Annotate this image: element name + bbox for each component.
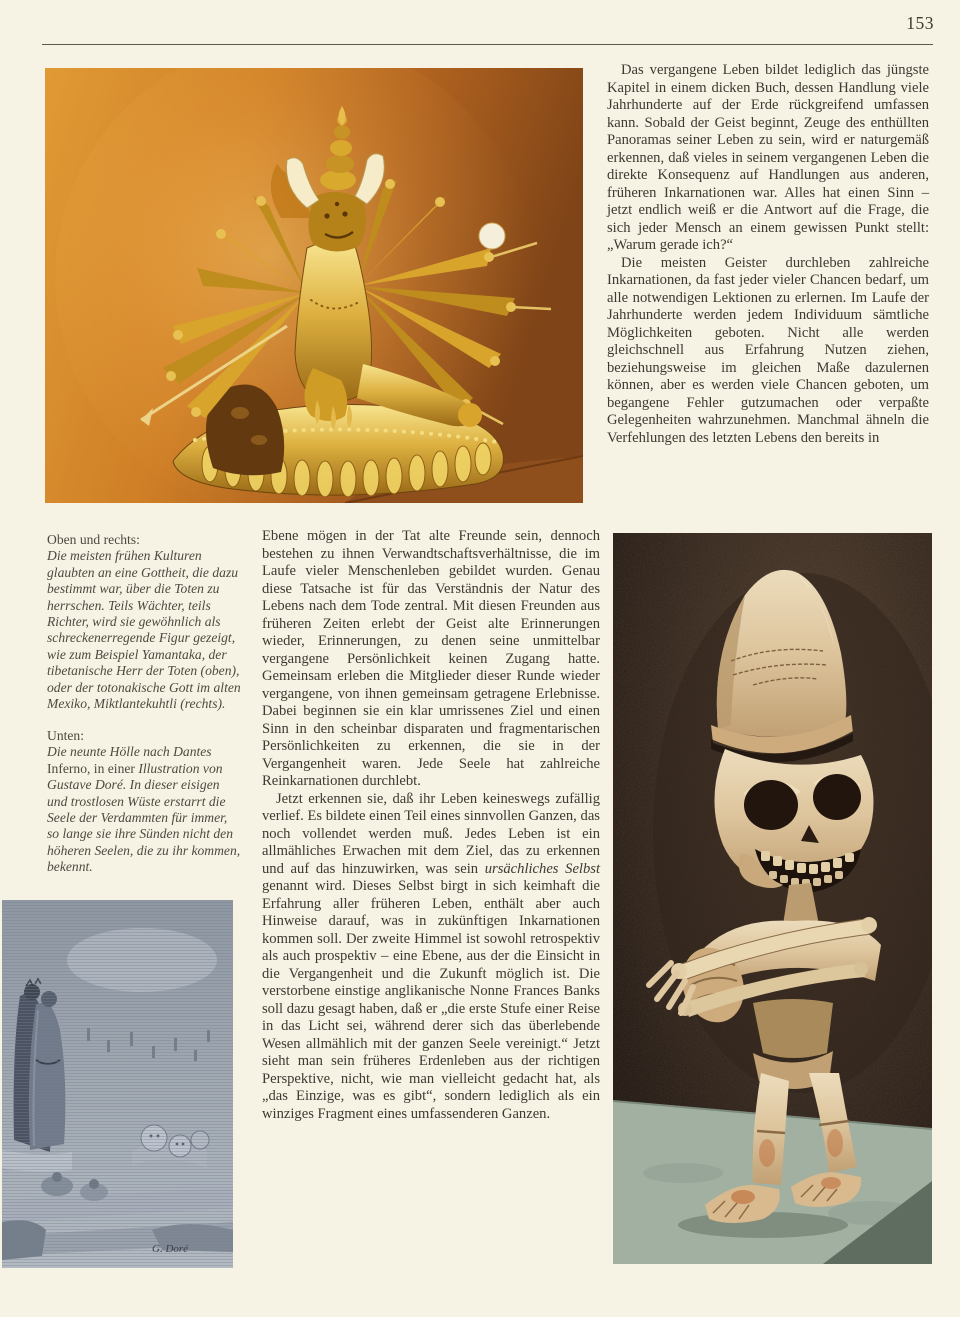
text-column-middle bbox=[262, 528, 600, 1123]
yamantaka-statue-illustration bbox=[45, 68, 583, 503]
caption-text bbox=[47, 744, 241, 875]
emphasized-term: ursächliches Selbst bbox=[484, 860, 601, 877]
caption-book-title: Inferno, in einer bbox=[47, 760, 139, 776]
mictlantecuhtli-illustration bbox=[613, 533, 932, 1264]
text-column-right bbox=[607, 62, 929, 447]
paragraph: Ebene mögen in der Tat alte Freunde sein, dennoch bestehen zu ihnen Verwandtschaftsverhältnisse, die im Laufe vieler Menschenleben gebildet wurden. Genau diese Tatsache ist für das Verständnis der Natur des Lebens nach dem Tode zentral. Mit diesen Freunden aus früheren Zeiten erlebt der Geist alte Erinnerungen wieder, Erinnerungen, zu denen seine unmittelbar vergangene Persönlichkeit keinen Zugang hatte. Gemeinsam erleben die Mitglieder dieser Runde wieder vergangene, von ihnen gemeinsam getragene Erlebnisse. Dabei beginnen sie ein klar umrissenes Ziel und einen Sinn in den scheinbar disparaten und fragmentarischen Persönlichkeiten zu erkennen, die sie in der Vergangenheit waren. Jede Seele hat zahlreiche Reinkarnationen durchlebt. bbox=[262, 528, 600, 789]
paragraph bbox=[262, 791, 600, 1124]
mictlantecuhtli-photo bbox=[613, 533, 932, 1264]
caption-top bbox=[47, 532, 241, 712]
orb bbox=[479, 223, 505, 249]
paragraph-text: Jetzt erkennen sie, daß ihr Leben keineswegs zufällig verlief. Es bildete einen Teil eines sinnvollen Ganzen, das noch vollendet werden muß. Jedes Leben ist ein allmähliches Erwachen mit dem Ziel, das zu erkennen und auf das hinzuwirken, was sein bbox=[262, 790, 600, 877]
caption-segment: Illustration von Gustave Doré. In dieser eisigen und trostlosen Wüste erstarrt die Seele der Verdammten für immer, so lange sie ihre Sünden nicht den höheren Seelen, die zu ihr kommen, bekennt. bbox=[47, 760, 241, 875]
caption-segment: Die neunte Hölle nach Dantes bbox=[47, 744, 212, 760]
page-number: 153 bbox=[906, 13, 934, 33]
dore-engraving-illustration bbox=[2, 900, 233, 1268]
header-rule bbox=[42, 44, 933, 45]
paragraph: Das vergangene Leben bildet lediglich das jüngste Kapitel in einem dicken Buch, dessen Handlung viele Jahrhunderte auf der Erde rückgreifend umfassen kann. Sobald der Geist beginnt, Zeuge des enthüllten Panoramas seiner Leben zu sein, wird er naturgemäß erkennen, daß vieles in seinem vergangenen Leben die direkte Konsequenz auf Handlungen aus anderen, früheren Inkarnationen war. Alles hat einen Sinn – jetzt endlich weiß er die Antwort auf die Frage, die sich jeder Mensch an einem gewissen Punkt stellt: „Warum gerade ich?“ bbox=[607, 62, 929, 253]
artist-signature: G. Doré bbox=[152, 1243, 189, 1255]
caption-label: Oben und rechts: bbox=[47, 532, 140, 547]
yamantaka-photo bbox=[45, 68, 583, 503]
caption-text: Die meisten frühen Kulturen glaubten an eine Gottheit, die dazu bestimmt war, über die Toten zu herrschen. Teils Wächter, teils Richter, wird sie gewöhnlich als schreckenerregende Figur gezeigt, wie zum Beispiel Yamantaka, der tibetanische Herr der Toten (oben), oder der totonakische Gott im alten Mexiko, Miktlantekuhtli (rechts). bbox=[47, 548, 241, 712]
dore-engraving-photo bbox=[2, 900, 233, 1268]
paragraph: Die meisten Geister durchleben zahlreiche Inkarnationen, da fast jeder vieler Chancen bedarf, um alle notwendigen Lektionen zu erlernen. Im Laufe der Jahrhunderte werden jedem Individuum sämtliche Möglichkeiten geboten. Nicht alle werden gleichschnell aus Erfahrung Nutzen ziehen, beziehungsweise im gleichen Maße dazulernen können, aber es werden viele Chancen geboten, um begangene Fehler gutzumachen oder verpaßte Gelegenheiten wahrzunehmen. Manchmal ähneln die Verfehlungen des letzten Lebens den bereits in bbox=[607, 254, 929, 446]
caption-bottom bbox=[47, 728, 241, 876]
paragraph-text: genannt wird. Dieses Selbst birgt in sich keimhaft die Erfahrung aller früheren Leben, enthält aber auch Hinweise darauf, was in zukünftigen Inkarnationen kommen soll. Der zweite Himmel ist sowohl retrospektiv als auch prospektiv – eine Ebene, aus der die Einsicht in die Vergangenheit und die Zukunft möglich ist. Die verstorbene einstige anglikanische Nonne Frances Banks soll dazu gesagt haben, daß er „die erste Stufe einer Reise in das Licht sei, während derer sich das überlebende Wesen allmählich mit der ganzen Seele vereinigt.“ Jetzt sieht man sein früheres Erdenleben aus der richtigen Perspektive, nicht, wie man vielleicht gedacht hat, als „das Einzige, was es gibt“, sondern lediglich als ein winziges Fragment eines umfassenderen Ganzen. bbox=[262, 878, 600, 1122]
caption-label: Unten: bbox=[47, 728, 84, 743]
